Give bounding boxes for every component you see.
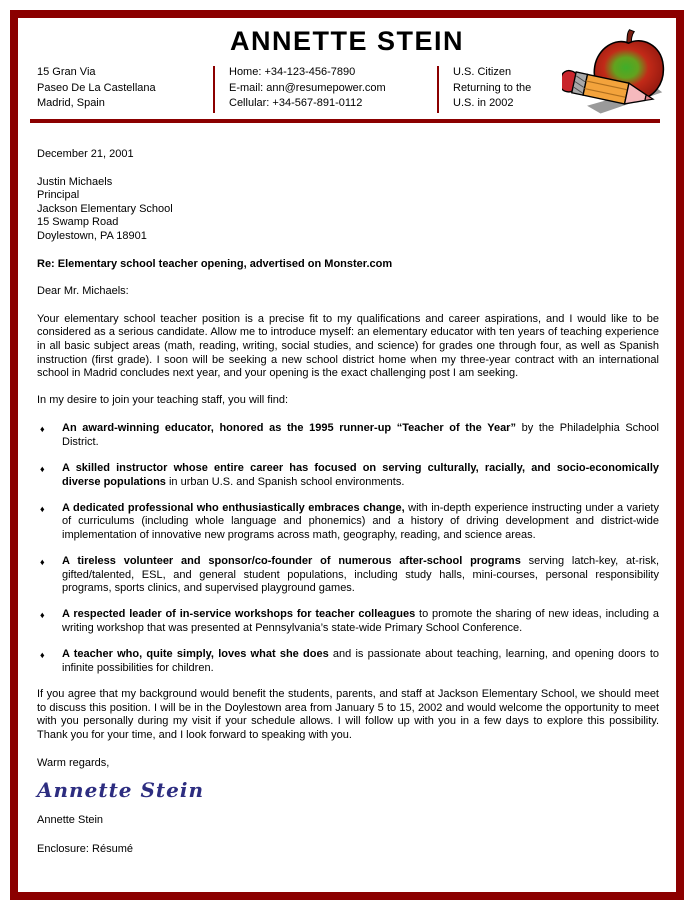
intro-line: In my desire to join your teaching staff, you will find: xyxy=(37,393,289,406)
diamond-bullet-icon: ♦ xyxy=(40,424,45,435)
bullet-bold-text: An award-winning educator, honored as the 1995 runner-up “Teacher of the Year” xyxy=(62,422,516,435)
bullet-bold-text: A skilled instructor whose entire career has focused on serving culturally, racially, and socio-economically diverse populations xyxy=(62,462,659,488)
diamond-bullet-icon: ♦ xyxy=(40,556,45,567)
closing-paragraph: If you agree that my background would benefit the students, parents, and staff at Jackson Elementary School, we should meet to discuss this position. I will be in the Doylestown area from January 5 to 15, 2002 and would welcome the opportunity to meet with you personally during my visit if your schedule allows. I will follow up with you in a few days to explore this possibility. Thank you for your time, and I look forward to speaking with you. xyxy=(37,688,659,741)
bullet-rest-text: with in-depth experience instructing under a variety of curriculums (including whole language and phonemics) and a history of driving development and district-wide implementation of innovative new programs across math, geography, reading, and science areas. xyxy=(62,501,659,541)
letter-body xyxy=(18,148,676,857)
bullet-rest-text: to promote the sharing of new ideas, including a writing workshop that was presented at Pennsylvania’s state-wide Primary School Conference. xyxy=(62,608,659,634)
qualification-item xyxy=(37,502,659,543)
opening-paragraph: Your elementary school teacher position is a precise fit to my qualifications and career aspirations, and I would like to be considered as a serious candidate. Allow me to introduce myself: an elementary educator with ten years of teaching experience in all basic subject areas (math, reading, writing, social studies, and science) for grades one through four, as well as Spanish instruction (first grade). I soon will be seeking a new school district home when my three-year contract with an international school in Madrid concludes next year, and your opening is the exact challenging post I am seeking. xyxy=(37,312,659,380)
apple-and-pencil-icon xyxy=(562,28,668,120)
diamond-bullet-icon: ♦ xyxy=(40,503,45,514)
subject-line: Re: Elementary school teacher opening, advertised on Monster.com xyxy=(37,257,393,270)
date-line: December 21, 2001 xyxy=(37,148,134,160)
qualification-item xyxy=(37,608,659,635)
signature-script: Annette Stein xyxy=(37,778,205,803)
qualification-item xyxy=(37,555,659,596)
qualification-item xyxy=(37,648,659,675)
bullet-rest-text: by the Philadelphia School District. xyxy=(62,422,659,448)
diamond-bullet-icon: ♦ xyxy=(40,464,45,474)
address-line: Paseo De La Castellana xyxy=(37,81,156,94)
contact-line-cellular: Cellular: +34-567-891-0112 xyxy=(229,97,363,109)
enclosure-line: Enclosure: Résumé xyxy=(37,843,133,856)
contact-block xyxy=(229,65,437,112)
bullet-rest-text: in urban U.S. and Spanish school environments. xyxy=(165,475,405,488)
qualifications-list xyxy=(37,422,659,675)
address-block xyxy=(37,65,213,112)
recipient-organization: Jackson Elementary School xyxy=(37,202,173,215)
bullet-bold-text: A dedicated professional who enthusiastically embraces change, xyxy=(62,501,405,514)
salutation-line: Dear Mr. Michaels: xyxy=(37,285,129,298)
bullet-bold-text: A teacher who, quite simply, loves what she does xyxy=(62,647,329,660)
bullet-bold-text: A respected leader of in-service workshops for teacher colleagues xyxy=(62,608,416,621)
letter-header xyxy=(18,18,676,123)
bullet-bold-text: A tireless volunteer and sponsor/co-founder of numerous after-school programs xyxy=(62,554,521,567)
address-line: Madrid, Spain xyxy=(37,97,105,109)
diamond-bullet-icon: ♦ xyxy=(40,649,45,660)
qualification-item xyxy=(37,422,659,449)
recipient-city: Doylestown, PA 18901 xyxy=(37,229,147,242)
typed-name: Annette Stein xyxy=(37,813,104,826)
qualification-item xyxy=(37,462,659,489)
valediction-line: Warm regards, xyxy=(37,756,110,769)
recipient-block xyxy=(37,176,659,244)
applicant-name: ANNETTE STEIN xyxy=(229,26,464,56)
bullet-rest-text: serving latch-key, at-risk, gifted/talented, ESL, and general student populations, including study halls, mini-courses, personal responsibility programs, sports clinics, and supervised playground games. xyxy=(62,554,660,595)
status-line: U.S. Citizen xyxy=(453,66,512,78)
diamond-bullet-icon: ♦ xyxy=(40,610,45,621)
contact-line-email: E-mail: ann@resumepower.com xyxy=(229,81,386,94)
contact-line-home: Home: +34-123-456-7890 xyxy=(229,66,356,78)
header-vertical-divider xyxy=(213,66,215,113)
letter-page xyxy=(10,10,684,900)
status-line: Returning to the xyxy=(453,81,532,94)
header-vertical-divider xyxy=(437,66,439,113)
citizen-status-block xyxy=(453,65,573,112)
recipient-title: Principal xyxy=(37,189,80,202)
recipient-name: Justin Michaels xyxy=(37,175,113,188)
bullet-rest-text: and is passionate about teaching, learning, and opening doors to infinite possibilities for children. xyxy=(62,647,659,674)
recipient-street: 15 Swamp Road xyxy=(37,216,119,229)
address-line: 15 Gran Via xyxy=(37,66,96,78)
status-line: U.S. in 2002 xyxy=(453,97,514,109)
